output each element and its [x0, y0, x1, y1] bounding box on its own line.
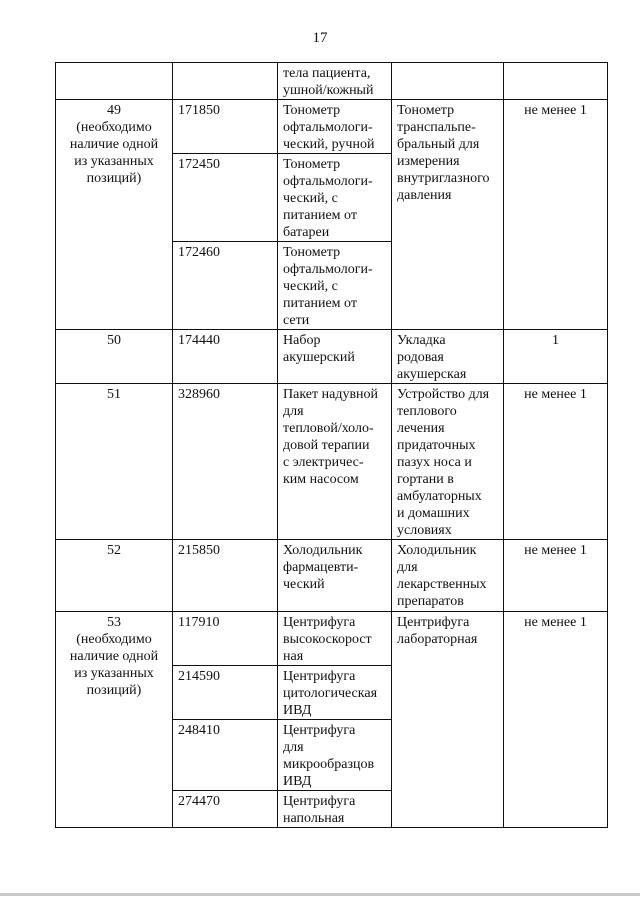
- cell-code: 171850: [173, 100, 278, 154]
- equipment-table: [55, 62, 608, 828]
- cell-name: Центрифуга напольная: [278, 791, 392, 828]
- cell-name: Центрифуга для микрообразцов ИВД: [278, 720, 392, 791]
- cell-type-50: Укладка родовая акушерская: [392, 330, 504, 384]
- cell-qty-50: 1: [504, 330, 608, 384]
- table-row-53: [56, 612, 608, 666]
- table-row-52: [56, 540, 608, 612]
- cell-name: Тонометр офтальмологи- ческий, с питанием от батареи: [278, 154, 392, 242]
- cell-type-51: Устройство для теплового лечения придаточных пазух носа и гортани в амбулаторных и домашних условиях: [392, 384, 504, 540]
- cell-num-52: 52: [56, 540, 173, 612]
- cell-qty-53: не менее 1: [504, 612, 608, 828]
- cell-code: 172460: [173, 242, 278, 330]
- cell-code: 274470: [173, 791, 278, 828]
- cell-name: Пакет надувной для тепловой/холо- довой терапии с электричес- ким насосом: [278, 384, 392, 540]
- cell-qty-52: не менее 1: [504, 540, 608, 612]
- cell-code: 248410: [173, 720, 278, 791]
- cell-name: Центрифуга цитологическая ИВД: [278, 666, 392, 720]
- cell-code: 215850: [173, 540, 278, 612]
- cell-code: 117910: [173, 612, 278, 666]
- cell-name: тела пациента, ушной/кожный: [278, 63, 392, 100]
- cell-num-50: 50: [56, 330, 173, 384]
- cell-type-52: Холодильник для лекарственных препаратов: [392, 540, 504, 612]
- cell-num-53: 53 (необходимо наличие одной из указанных позиций): [56, 612, 173, 828]
- cell-name: Тонометр офтальмологи- ческий, ручной: [278, 100, 392, 154]
- cell-num-empty: [56, 63, 173, 100]
- cell-qty-49: не менее 1: [504, 100, 608, 330]
- scan-edge-line: [0, 893, 640, 896]
- cell-name: Тонометр офтальмологи- ческий, с питанием от сети: [278, 242, 392, 330]
- cell-name: Центрифуга высокоскорост ная: [278, 612, 392, 666]
- cell-type-53: Центрифуга лабораторная: [392, 612, 504, 828]
- cell-code: 214590: [173, 666, 278, 720]
- cell-code: 174440: [173, 330, 278, 384]
- table-row-50: [56, 330, 608, 384]
- table-row-51: [56, 384, 608, 540]
- table-row-49: [56, 100, 608, 154]
- cell-code: 172450: [173, 154, 278, 242]
- cell-type-empty: [392, 63, 504, 100]
- cell-num-49: 49 (необходимо наличие одной из указанных позиций): [56, 100, 173, 330]
- cell-qty-51: не менее 1: [504, 384, 608, 540]
- cell-qty-empty: [504, 63, 608, 100]
- cell-type-49: Тонометр транспальпе- бральный для измерения внутриглазного давления: [392, 100, 504, 330]
- cell-name: Набор акушерский: [278, 330, 392, 384]
- cell-num-51: 51: [56, 384, 173, 540]
- cell-code: 328960: [173, 384, 278, 540]
- table-row-continuation: [56, 63, 608, 100]
- page-number: 17: [312, 30, 328, 46]
- cell-code-empty: [173, 63, 278, 100]
- cell-name: Холодильник фармацевти- ческий: [278, 540, 392, 612]
